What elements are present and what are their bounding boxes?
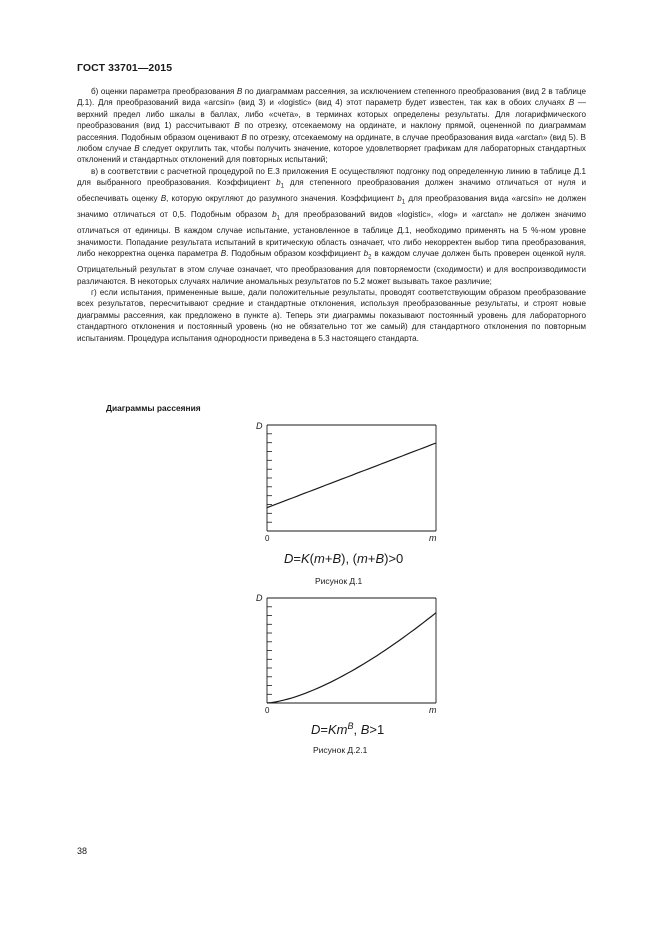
page-number: 38	[77, 846, 88, 856]
figure-caption: Рисунок Д.2.1	[313, 745, 368, 755]
origin-label: 0	[265, 706, 270, 715]
figure-caption: Рисунок Д.1	[315, 576, 363, 586]
x-axis-label: m	[429, 533, 437, 543]
formula: D=K(m+B), (m+B)>0	[284, 551, 404, 566]
section-title: Диаграммы рассеяния	[106, 403, 201, 413]
y-axis-ticks	[267, 607, 272, 695]
paragraph-v: в) в соответствии с расчетной процедурой по Е.3 приложения Е осуществляют подгонку под определенную линию в таблице Д.1 для выбранного преобразования. Коэффициент $b_1$ для степенного преобразования должен значимо отличаться от нуля и обеспечивать оценку B, которую округляют до разумного значения. Коэффициент $b_1$ для преобразования вида «arcsin» не должен значимо отличаться от 0,5. Подобным образом $b_1$ для преобразований видов «logistic», «log» и «arctan» не должен значимо отличаться от единицы. В каждом случае испытание, установленное в таблице Д.1, необходимо применять на 5 %-ном уровне значимости. Попадание результата испытаний в критическую область означает, что либо некорректен выбор типа преобразования, либо некорректна оценка параметра B. Подобным образом коэффициент $b_2$ в каждом случае должен быть проверен оценкой нуля. Отрицательный результат в этом случае означает, что преобразования для повторяемости (сходимости) и для воспроизводимости различаются. В некоторых случаях наличие аномальных результатов по 5.2 может вызывать такое различие;	[77, 166, 586, 286]
paragraph-b: б) оценки параметра преобразования B по диаграммам рассеяния, за исключением степенного преобразования (вид 2 в таблице Д.1). Для преобразований вида «arcsin» (вид 3) и «logistic» (вид 4) этот параметр будет известен, так как в обоих случаях B — верхний предел либо шкалы в баллах, либо «счета», в терминах которых определены результаты. Для логарифмического преобразования (вид 1) рассчитывают B по отрезку, отсекаемому на ординате, и наклону прямой, оцененной по диаграммам рассеяния. Подобным образом оценивают B по отрезку, отсекаемому на ординате, в случае преобразования вида «arctan» (вид 5). В любом случае B следует округлить так, чтобы получить значение, которое удовлетворяет графикам для лабораторных стандартных отклонений и стандартных отклонений для повторных испытаний;	[77, 87, 587, 165]
x-axis-label: m	[429, 705, 437, 715]
origin-label: 0	[265, 534, 270, 543]
formula: $D=Km^B$, B>1	[311, 721, 385, 737]
y-axis-label: D	[256, 421, 263, 431]
y-axis-label: D	[256, 593, 263, 603]
document-header: ГОСТ 33701—2015	[77, 62, 173, 74]
curve-line	[267, 613, 436, 703]
paragraph-g: г) если испытания, примененные выше, дали положительные результаты, проводят соответствующим образом преобразование всех результатов, пересчитывают средние и стандартные отклонения, используя преобразованные результаты, и строят новые диаграммы рассеяния, как предложено в пункте а). Теперь эти диаграммы показывают постоянный уровень для лабораторного стандартного отклонения и постоянный уровень (но не обязательно тот же самый) для стандартного отклонения по повторным испытаниям. Процедура испытания однородности приведена в 5.3 настоящего стандарта.	[77, 288, 586, 343]
